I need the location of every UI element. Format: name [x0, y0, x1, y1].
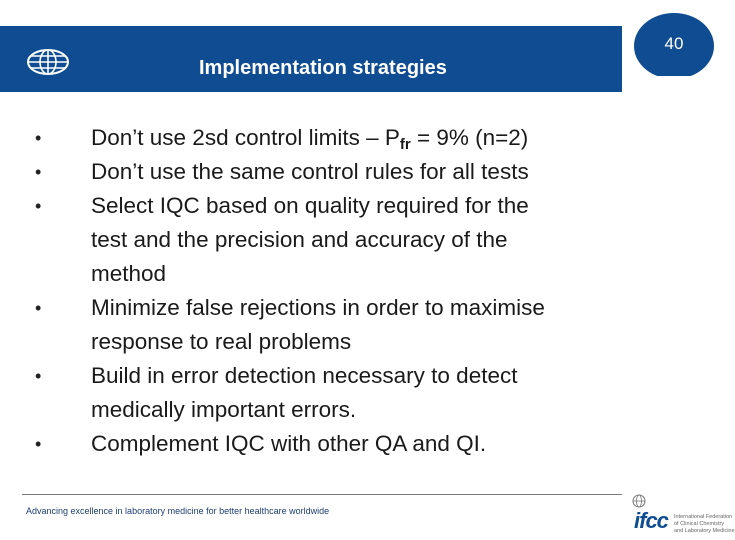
bullet-item-3 [91, 189, 691, 291]
bullet-marker: • [35, 298, 42, 318]
bullet-line: Select IQC based on quality required for the [91, 193, 529, 218]
bullet-line: Build in error detection necessary to detect [91, 363, 518, 388]
subscript: fr [399, 136, 411, 153]
bullet-text: Don’t use 2sd control limits – P [91, 125, 400, 150]
bullet-item-4 [91, 291, 691, 359]
bullet-marker: • [35, 162, 42, 182]
logo-subtitle-line: and Laboratory Medicine [674, 528, 735, 534]
bullet-line: method [91, 261, 167, 286]
bullet-marker: • [35, 128, 42, 148]
bullet-item-6: Complement IQC with other QA and QI. [91, 431, 487, 456]
footer-tagline: Advancing excellence in laboratory medicine for better healthcare worldwide [26, 506, 330, 516]
bullet-line: response to real problems [91, 329, 352, 354]
bullet-text: = 9% (n=2) [410, 125, 529, 150]
logo-subtitle-line: of Clinical Chemistry [674, 521, 725, 527]
page-number: 40 [664, 34, 684, 53]
bullet-line: medically important errors. [91, 397, 357, 422]
logo-subtitle-line: International Federation [674, 514, 733, 520]
bullet-line: Minimize false rejections in order to maximise [91, 295, 545, 320]
logo-wordmark: ifcc [634, 508, 668, 533]
bullet-line: test and the precision and accuracy of the [91, 227, 508, 252]
ifcc-logo [628, 494, 735, 538]
logo-globe-icon [632, 494, 646, 508]
bullet-marker: • [35, 196, 42, 216]
bullet-item-2: Don’t use the same control rules for all tests [91, 159, 529, 184]
bullet-marker: • [35, 434, 42, 454]
bullet-marker: • [35, 366, 42, 386]
page-title: Implementation strategies [199, 57, 447, 79]
bullet-item-5 [91, 359, 691, 427]
footer-divider [22, 494, 622, 495]
